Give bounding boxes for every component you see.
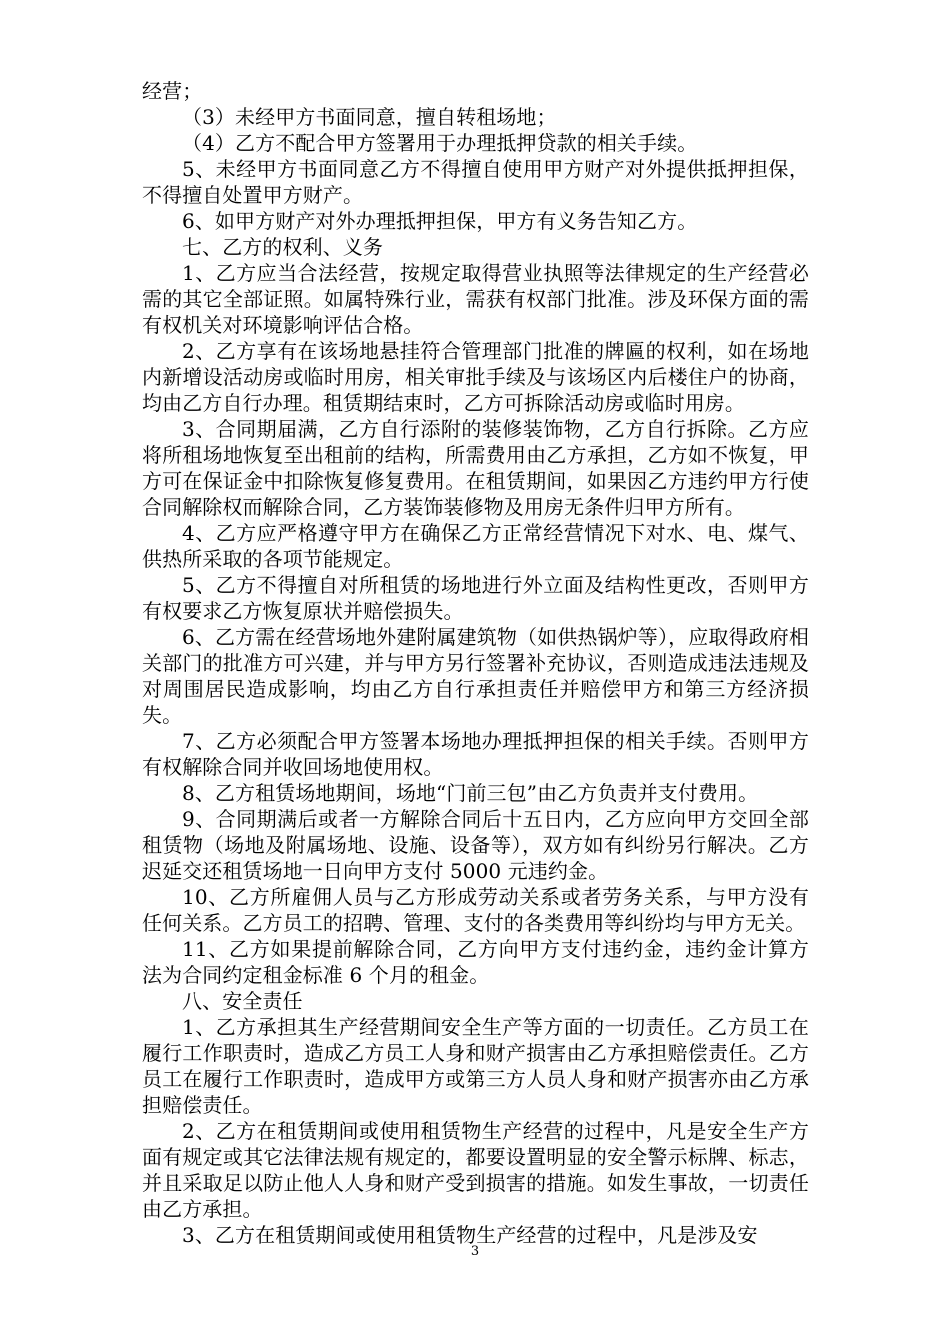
paragraph-7-7: 7、乙方必须配合甲方签署本场地办理抵押担保的相关手续。否则甲方有权解除合同并收回场地使用权。 <box>142 729 809 779</box>
paragraph-7-4: 4、乙方应严格遵守甲方在确保乙方正常经营情况下对水、电、煤气、供热所采取的各项节能规定。 <box>142 521 809 571</box>
section-heading-7: 七、乙方的权利、义务 <box>182 235 383 259</box>
paragraph-7-8: 8、乙方租赁场地期间，场地“门前三包”由乙方负责并支付费用。 <box>182 781 759 805</box>
paragraph-continuation: 经营； <box>142 79 203 103</box>
paragraph-7-10: 10、乙方所雇佣人员与乙方形成劳动关系或者劳务关系，与甲方没有任何关系。乙方员工的招聘、管理、支付的各类费用等纠纷均与甲方无关。 <box>142 885 809 935</box>
paragraph-7-2: 2、乙方享有在该场地悬挂符合管理部门批准的牌匾的权利，如在场地内新增设活动房或临时用房，相关审批手续及与该场区内后楼住户的协商，均由乙方自行办理。租赁期结束时，乙方可拆除活动房或临时用房。 <box>142 339 809 415</box>
document-body <box>142 78 809 1248</box>
paragraph-clause-5: 5、未经甲方书面同意乙方不得擅自使用甲方财产对外提供抵押担保，不得擅自处置甲方财产。 <box>142 157 809 207</box>
page-number: 3 <box>470 1244 480 1259</box>
paragraph-8-2: 2、乙方在租赁期间或使用租赁物生产经营的过程中，凡是安全生产方面有规定或其它法律法规有规定的，都要设置明显的安全警示标牌、标志，并且采取足以防止他人人身和财产受到损害的措施。如发生事故，一切责任由乙方承担。 <box>142 1119 809 1221</box>
paragraph-7-3: 3、合同期届满，乙方自行添附的装修装饰物，乙方自行拆除。乙方应将所租场地恢复至出租前的结构，所需费用由乙方承担，乙方如不恢复，甲方可在保证金中扣除恢复修复费用。在租赁期间，如果因乙方违约甲方行使合同解除权而解除合同，乙方装饰装修物及用房无条件归甲方所有。 <box>142 417 809 519</box>
paragraph-7-1: 1、乙方应当合法经营，按规定取得营业执照等法律规定的生产经营必需的其它全部证照。如属特殊行业，需获有权部门批准。涉及环保方面的需有权机关对环境影响评估合格。 <box>142 261 809 337</box>
paragraph-item-3: （3）未经甲方书面同意，擅自转租场地； <box>182 105 557 129</box>
paragraph-7-9: 9、合同期满后或者一方解除合同后十五日内，乙方应向甲方交回全部租赁物（场地及附属场地、设施、设备等），双方如有纠纷另行解决。乙方迟延交还租赁场地一日向甲方支付 5000 元违约金。 <box>142 807 809 883</box>
paragraph-8-1: 1、乙方承担其生产经营期间安全生产等方面的一切责任。乙方员工在履行工作职责时，造成乙方员工人身和财产损害由乙方承担赔偿责任。乙方员工在履行工作职责时，造成甲方或第三方人员人身和财产损害亦由乙方承担赔偿责任。 <box>142 1015 809 1117</box>
paragraph-item-4: （4）乙方不配合甲方签署用于办理抵押贷款的相关手续。 <box>182 131 698 155</box>
paragraph-7-5: 5、乙方不得擅自对所租赁的场地进行外立面及结构性更改，否则甲方有权要求乙方恢复原状并赔偿损失。 <box>142 573 809 623</box>
paragraph-7-6: 6、乙方需在经营场地外建附属建筑物（如供热锅炉等），应取得政府相关部门的批准方可兴建，并与甲方另行签署补充协议，否则造成违法违规及对周围居民造成影响，均由乙方自行承担责任并赔偿甲方和第三方经济损失。 <box>142 625 809 727</box>
paragraph-8-3: 3、乙方在租赁期间或使用租赁物生产经营的过程中，凡是涉及安 <box>182 1223 758 1247</box>
section-heading-8: 八、安全责任 <box>182 989 303 1013</box>
paragraph-7-11: 11、乙方如果提前解除合同，乙方向甲方支付违约金，违约金计算方法为合同约定租金标准 6 个月的租金。 <box>142 937 809 987</box>
paragraph-clause-6: 6、如甲方财产对外办理抵押担保，甲方有义务告知乙方。 <box>182 209 698 233</box>
